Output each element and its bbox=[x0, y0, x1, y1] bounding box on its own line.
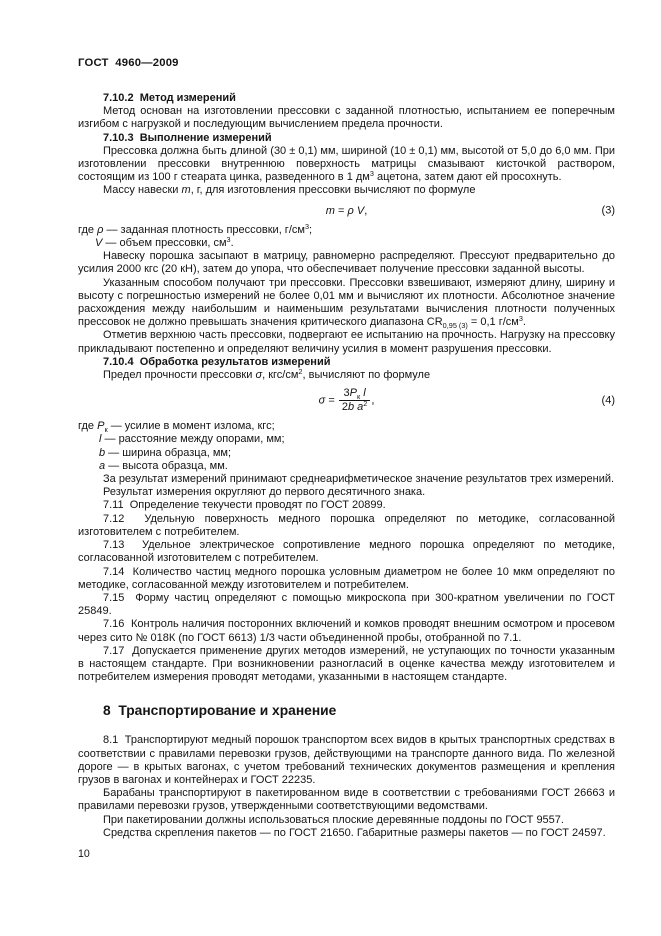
formula-3 bbox=[78, 205, 615, 218]
paragraph-7-16: 7.16 Контроль наличия посторонних включений и комков проводят внешним осмотром и просевом через сито № 018К (по ГОСТ 6613) 1/3 части объединенной пробы, отобранной по 7.1. bbox=[78, 618, 615, 644]
paragraph-8-1: 8.1 Транспортируют медный порошок транспортом всех видов в крытых транспортных средствах в соответствии с правилами перевозки грузов, действующими на транспорте данного вида. По железной дороге — в крытых вагонах, с учетом требований технических документов размещения и крепления грузов в вагонах и контейнерах и ГОСТ 22235. bbox=[78, 734, 615, 786]
heading-7-10-4: 7.10.4 Обработка результатов измерений bbox=[103, 355, 331, 368]
formula-4 bbox=[78, 387, 615, 414]
paragraph-7-17: 7.17 Допускается применение других методов измерений, не уступающих по точности указанным в настоящем стандарте. При возникновении разногласий в оценке качества между изготовителем и потребителем измерения проводят методами, указанными в настоящем стандарте. bbox=[78, 644, 615, 684]
formula-4-tail: , bbox=[371, 394, 375, 407]
section-heading-8: 8 Транспортирование и хранение bbox=[103, 703, 337, 719]
paragraph-ukazannym: Указанным способом получают три прессовки. Прессовки взвешивают, измеряют длину, ширину и высоту с погрешностью измерений не более 0,01 мм и вычисляют их плотности. Абсолютное значение расхождения между наибольшим и наименьшим результатами вычисления плотности полученных прессовок не должно превышать значения критического диапазона $CR_{0,95 (3)} = 0,1$ $г/см^3$. bbox=[78, 276, 615, 330]
heading-7-10-2: 7.10.2 Метод измерений bbox=[103, 92, 236, 104]
fraction-numerator: $3P_к$ l bbox=[343, 387, 366, 401]
formula-3-expression: m = ρ V, bbox=[325, 204, 368, 217]
paragraph-massu: Массу навески m, г, для изготовления прессовки вычисляют по формуле bbox=[103, 184, 476, 197]
paragraph-pri-paket: При пакетировании должны использоваться плоские деревянные поддоны по ГОСТ 9557. bbox=[103, 813, 564, 826]
paragraph-7-12: 7.12 Удельную поверхность медного порошка определяют по методике, согласованной изготовителем с потребителем. bbox=[78, 512, 615, 538]
paragraph-7-13: 7.13 Удельное электрическое сопротивление медного порошка определяют по методике, согласованной изготовителем с потребителем. bbox=[78, 539, 615, 565]
page-number: 10 bbox=[78, 848, 90, 860]
doc-header: ГОСТ 4960—2009 bbox=[78, 57, 179, 69]
where-list-line: b — ширина образца, мм; bbox=[99, 446, 232, 459]
where-list-line: l — расстояние между опорами, мм; bbox=[99, 433, 285, 446]
paragraph-navesku: Навеску порошка засыпают в матрицу, равномерно распределяют. Прессуют предварительно до усилия 2000 кгс (20 кН), затем до упора, что обеспечивает получение прессовки заданной высоты. bbox=[78, 250, 615, 276]
where-list-line: где ρ — заданная плотность прессовки, $г/см^3$; bbox=[78, 221, 313, 236]
paragraph-predel: Предел прочности прессовки σ, кгс/$см^2$, вычисляют по формуле bbox=[103, 367, 431, 382]
paragraph-barabany: Барабаны транспортируют в пакетированном виде в соответствии с требованиями ГОСТ 26663 и правилами перевозки грузов, утвержденными соответствующими ведомствами. bbox=[78, 787, 615, 813]
paragraph-rezultat: Результат измерения округляют до первого десятичного знака. bbox=[103, 486, 426, 499]
where-list-line: где $P_к$ — усилие в момент излома, кгс; bbox=[78, 420, 275, 434]
heading-7-10-3: 7.10.3 Выполнение измерений bbox=[103, 131, 272, 144]
paragraph-za-rezultat: За результат измерений принимают среднеарифметическое значение результатов трех измерений. bbox=[103, 473, 615, 486]
where-list-line: V — объем прессовки, $см^3$. bbox=[95, 235, 234, 250]
page-content bbox=[78, 57, 615, 840]
where-list-line: a — высота образца, мм. bbox=[99, 459, 228, 472]
paragraph-7-11: 7.11 Определение текучести проводят по ГОСТ 20899. bbox=[103, 499, 386, 512]
paragraph-method: Метод основан на изготовлении прессовки с заданной плотностью, испытанием ее поперечным изгибом с нагрузкой и последующим вычислением предела прочности. bbox=[78, 105, 615, 131]
paragraph-7-15: 7.15 Форму частиц определяют с помощью микроскопа при 300-кратном увеличении по ГОСТ 25849. bbox=[78, 591, 615, 618]
paragraph-sredstva: Средства скрепления пакетов — по ГОСТ 21650. Габаритные размеры пакетов — по ГОСТ 24597. bbox=[103, 826, 606, 839]
equation-number-4: (4) bbox=[601, 394, 615, 407]
formula-4-lhs: σ = bbox=[318, 394, 338, 407]
fraction-denominator: 2b $a^2$ bbox=[339, 400, 371, 414]
paragraph-otmetiv: Отметив верхнюю часть прессовки, подвергают ее испытанию на прочность. Нагрузку на прессовку прикладывают постепенно и определяют величину усилия в момент разрушения прессовки. bbox=[78, 329, 615, 355]
paragraph-7-14: 7.14 Количество частиц медного порошка условным диаметром не более 10 мкм определяют по методике, согласованной между изготовителем и потребителем. bbox=[78, 565, 615, 591]
formula-4-fraction bbox=[339, 387, 371, 414]
equation-number-3: (3) bbox=[601, 204, 615, 217]
paragraph-pressovka: Прессовка должна быть длиной (30 ± 0,1) мм, шириной (10 ± 0,1) мм, высотой от 5,0 до 6,0 мм. При изготовлении прессовки внутреннюю поверхность матрицы смазывают кисточкой раствором, состоящим из 100 г стеарата цинка, разведенного в 1 $дм^3$ ацетона, затем дают ей просохнуть. bbox=[78, 144, 615, 184]
